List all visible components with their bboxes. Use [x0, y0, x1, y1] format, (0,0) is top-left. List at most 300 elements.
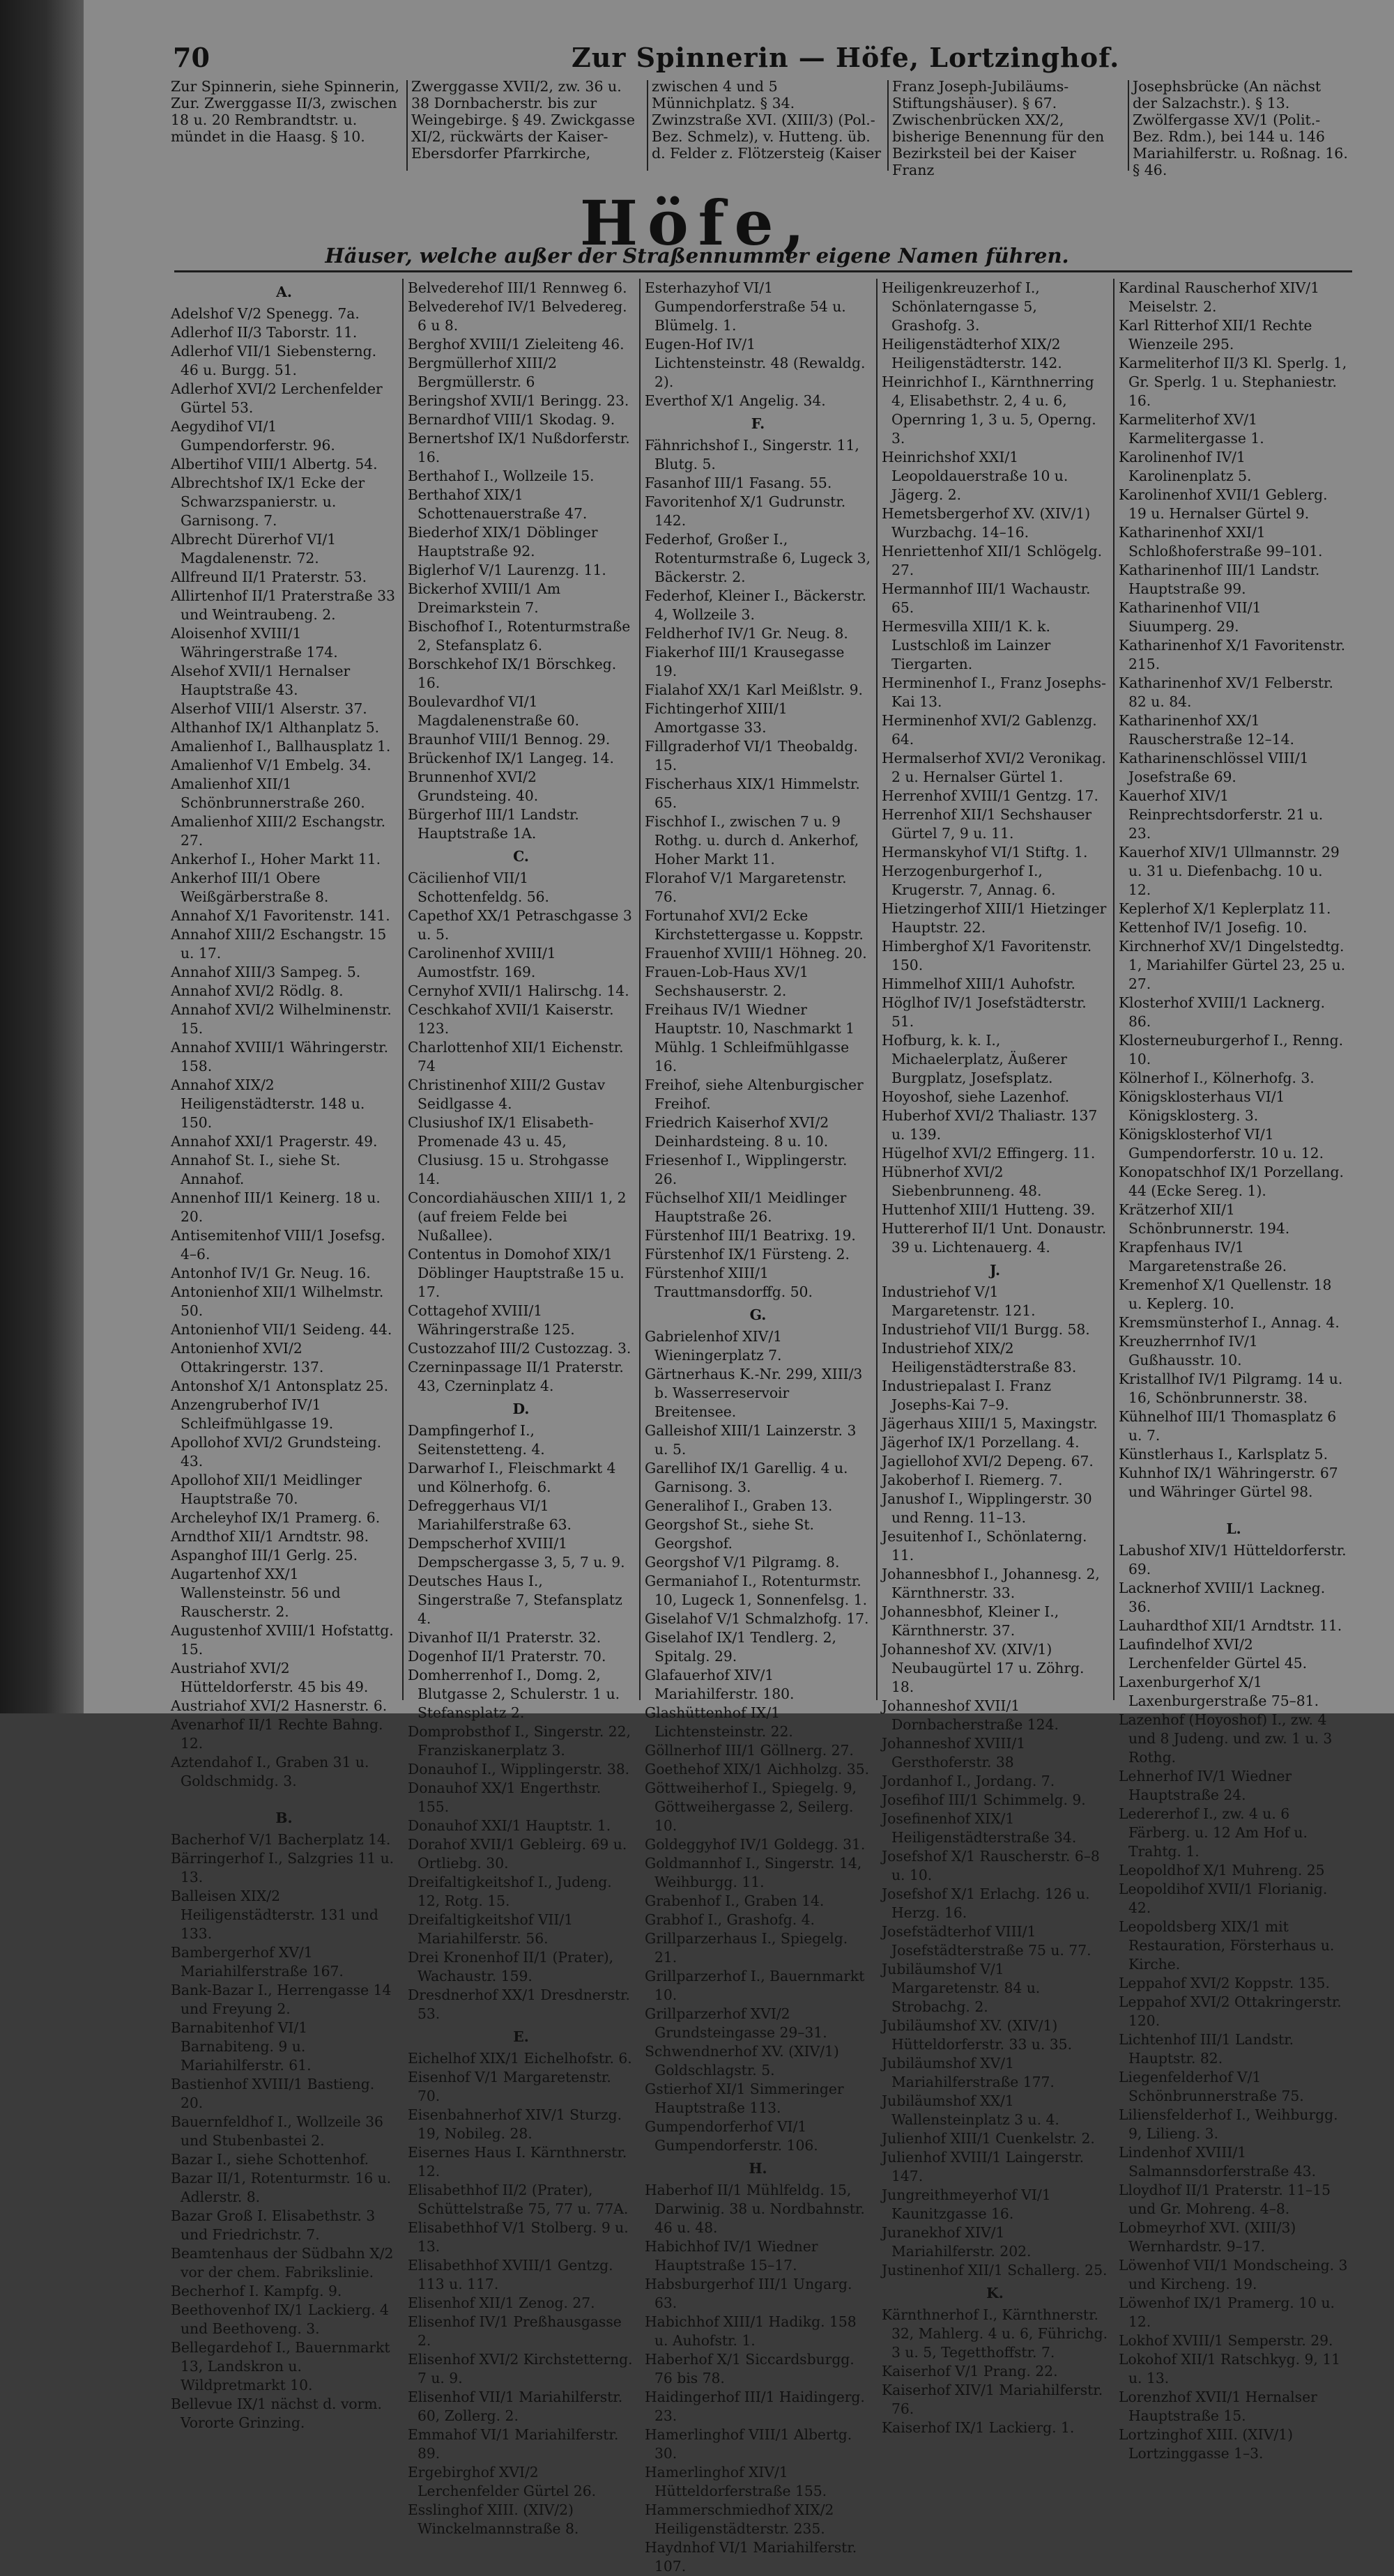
directory-entry: Frauenhof XVIII/1 Höhneg. 20. [645, 945, 867, 962]
directory-entry: Eisernes Haus I. Kärnthnerstr. 12. [408, 2144, 627, 2180]
directory-entry: Elisabethhof XVIII/1 Gentzg. 113 u. 117. [408, 2257, 613, 2292]
directory-entry: Kreuzherrnhof IV/1 Gußhausstr. 10. [1119, 1333, 1258, 1368]
directory-entry: Lindenhof XVIII/1 Salmannsdorferstraße 43. [1119, 2144, 1317, 2180]
directory-entry: Amalienhof XII/1 Schönbrunnerstraße 260. [171, 776, 365, 811]
directory-entry: Galleishof XIII/1 Lainzerstr. 3 u. 5. [645, 1422, 857, 1458]
directory-entry: Adlerhof II/3 Taborstr. 11. [171, 324, 358, 341]
directory-entry: Cottagehof XVIII/1 Währingerstraße 125. [408, 1302, 575, 1338]
directory-entry: Eisenbahnerhof XIV/1 Sturzg. 19, Nobileg. 28. [408, 2106, 622, 2142]
directory-entry: Hemetsbergerhof XV. (XIV/1) Wurzbachg. 14–16. [882, 505, 1091, 541]
directory-entry: Dampfingerhof I., Seitenstetteng. 4. [408, 1422, 545, 1458]
directory-entry: Jordanhof I., Jordang. 7. [882, 1773, 1055, 1789]
directory-entry: Löwenhof VII/1 Mondscheing. 3 und Kircheng. 19. [1119, 2257, 1348, 2292]
directory-entry: Giselahof IX/1 Tendlerg. 2, Spitalg. 29. [645, 1629, 836, 1665]
directory-entry: Jägerhaus XIII/1 5, Maxingstr. [882, 1415, 1098, 1432]
directory-entry: Jungreithmeyerhof VI/1 Kaunitzgasse 16. [882, 2186, 1051, 2222]
directory-entry: Anzengruberhof IV/1 Schleifmühlgasse 19. [171, 1396, 334, 1432]
directory-entry: Glashüttenhof IX/1 Lichtensteinstr. 22. [645, 1704, 793, 1740]
directory-entry: Haberhof II/1 Mühlfeldg. 15, Darwinig. 38 u. Nordbahnstr. 46 u. 48. [645, 2182, 865, 2236]
directory-entry: Brückenhof IX/1 Langeg. 14. [408, 750, 614, 766]
directory-entry: Jubiläumshof XX/1 Wallensteinplatz 3 u. 4. [882, 2092, 1059, 2128]
directory-entry: Leppahof XVI/2 Ottakringerstr. 120. [1119, 1993, 1342, 2029]
directory-entry: Annenhof III/1 Keinerg. 18 u. 20. [171, 1189, 381, 1225]
directory-entry: Freihof, siehe Altenburgischer Freihof. [645, 1077, 864, 1112]
directory-entry: Klosterneuburgerhof I., Renng. 10. [1119, 1032, 1344, 1067]
top-strip-entries [171, 78, 1349, 178]
directory-entry: Göllnerhof III/1 Göllnerg. 27. [645, 1742, 854, 1759]
directory-entry: Füchselhof XII/1 Meidlinger Hauptstraße 26. [645, 1189, 847, 1225]
directory-entry: Dempscherhof XVIII/1 Dempschergasse 3, 5, 7 u. 9. [408, 1535, 625, 1571]
directory-entry: Austriahof XVI/2 Hasnerstr. 6. [171, 1697, 388, 1714]
directory-entry: Barnabitenhof VI/1 Barnabiteng. 9 u. Mariahilferstr. 61. [171, 2019, 312, 2074]
directory-entry: Albertihof VIII/1 Albertg. 54. [171, 456, 378, 472]
directory-entry: Königsklosterhaus VI/1 Königsklosterg. 3. [1119, 1088, 1285, 1124]
column-rule [647, 80, 648, 171]
letter-heading: G. [749, 1306, 767, 1323]
directory-entry: Bellevue IX/1 nächst d. vorm. Vororte Grinzing. [171, 2396, 382, 2431]
column-rule [639, 279, 641, 1700]
directory-entry: Karolinenhof XVII/1 Geblerg. 19 u. Hernalser Gürtel 9. [1119, 486, 1328, 522]
top-strip-column: Franz Joseph-Jubiläums-Stiftungshäuser). § 67. Zwischenbrücken XX/2, bisherige Benennung für den Bezirksteil bei der Kaiser Franz [892, 78, 1105, 178]
directory-entry: Josefihof III/1 Schimmelg. 9. [882, 1791, 1086, 1808]
section-subtitle: Häuser, welche außer der Straßennummer eigene Namen führen. [325, 244, 1069, 268]
directory-entry: Antonienhof VII/1 Seideng. 44. [171, 1321, 392, 1338]
directory-entry: Antonhof IV/1 Gr. Neug. 16. [171, 1265, 371, 1281]
directory-entry: Clusiushof IX/1 Elisabeth-Promenade 43 u. 45, Clusiusg. 15 u. Strohgasse 14. [408, 1114, 609, 1187]
directory-entry: Lichtenhof III/1 Landstr. Hauptstr. 82. [1119, 2031, 1294, 2067]
directory-entry: Kettenhof IV/1 Josefig. 10. [1119, 919, 1308, 936]
directory-entry: Everthof X/1 Angelig. 34. [645, 392, 826, 409]
directory-column [882, 279, 1108, 2436]
directory-entry: Feldherhof IV/1 Gr. Neug. 8. [645, 625, 848, 642]
directory-entry: Georgshof V/1 Pilgramg. 8. [645, 1554, 840, 1571]
directory-entry: Juranekhof XIV/1 Mariahilferstr. 202. [882, 2224, 1032, 2260]
section-gap [171, 1791, 397, 1805]
directory-entry: Adlerhof XVI/2 Lerchenfelder Gürtel 53. [171, 380, 383, 416]
directory-entry: Hügelhof XVI/2 Effingerg. 11. [882, 1145, 1096, 1162]
directory-entry: Friesenhof I., Wipplingerstr. 26. [645, 1152, 848, 1187]
directory-entry: Kremsmünsterhof I., Annag. 4. [1119, 1314, 1340, 1331]
directory-entry: Heinrichshof XXI/1 Leopoldauerstraße 10 u. Jägerg. 2. [882, 449, 1069, 503]
directory-entry: Frauen-Lob-Haus XV/1 Sechshauserstr. 2. [645, 964, 809, 999]
directory-entry: Dorahof XVII/1 Gebleirg. 69 u. Ortliebg. 30. [408, 1836, 627, 1872]
directory-entry: Fischerhaus XIX/1 Himmelstr. 65. [645, 776, 860, 811]
directory-entry: Kaiserhof IX/1 Lackierg. 1. [882, 2419, 1075, 2436]
directory-entry: Augustenhof XVIII/1 Hofstattg. 15. [171, 1622, 394, 1658]
directory-entry: Grillparzerhof I., Bauernmarkt 10. [645, 1968, 865, 2003]
directory-entry: Fähnrichshof I., Singerstr. 11, Blutg. 5. [645, 437, 859, 472]
directory-entry: Bank-Bazar I., Herrengasse 14 und Freyung 2. [171, 1982, 392, 2017]
directory-entry: Labushof XIV/1 Hütteldorferstr. 69. [1119, 1542, 1347, 1578]
directory-entry: Janushof I., Wipplingerstr. 30 und Renng. 11–13. [882, 1490, 1092, 1526]
directory-entry: Apollohof XII/1 Meidlinger Hauptstraße 70. [171, 1472, 362, 1507]
letter-heading: H. [749, 2160, 767, 2177]
directory-entry: Johanneshof XV. (XIV/1) Neubaugürtel 17 u. Zöhrg. 18. [882, 1641, 1085, 1695]
directory-entry: Habsburgerhof III/1 Ungarg. 63. [645, 2276, 852, 2311]
top-strip-column: zwischen 4 und 5 Münnichplatz. § 34. Zwinzstraße XVI. (XIII/3) (Pol.-Bez. Schmelz), v. Hutteng. üb. d. Felder z. Flötzersteig (Kaiser [652, 78, 882, 162]
directory-entry: Antisemitenhof VIII/1 Josefsg. 4–6. [171, 1227, 385, 1263]
directory-entry: Bastienhof XVIII/1 Bastieng. 20. [171, 2076, 375, 2111]
directory-entry: Favoritenhof X/1 Gudrunstr. 142. [645, 493, 846, 529]
directory-entry: Königsklosterhof VI/1 Gumpendorferstr. 10 u. 12. [1119, 1126, 1324, 1162]
directory-entry: Industriepalast I. Franz Josephs-Kai 7–9. [882, 1378, 1052, 1413]
directory-entry: Darwarhof I., Fleischmarkt 4 und Kölnerhofg. 6. [408, 1460, 616, 1495]
directory-entry: Christinenhof XIII/2 Gustav Seidlgasse 4. [408, 1077, 606, 1112]
directory-entry: Göttweiherhof I., Spiegelg. 9, Göttweihergasse 2, Seilerg. 10. [645, 1780, 857, 1834]
directory-entry: Grabhof I., Grashofg. 4. [645, 1911, 815, 1928]
directory-entry: Bergmüllerhof XIII/2 Bergmüllerstr. 6 [408, 355, 557, 390]
directory-entry: Domherrenhof I., Domg. 2, Blutgasse 2, Schulerstr. 1 u. Stefansplatz 2. [408, 1667, 620, 1721]
directory-entry: Friedrich Kaiserhof XVI/2 Deinhardsteing. 8 u. 10. [645, 1114, 829, 1150]
directory-entry: Giselahof V/1 Schmalzhofg. 17. [645, 1610, 869, 1627]
directory-entry: Bickerhof XVIII/1 Am Dreimarkstein 7. [408, 580, 561, 616]
directory-entry: Liliensfelderhof I., Weihburgg. 9, Lilieng. 3. [1119, 2106, 1338, 2142]
directory-entry: Herminenhof XVI/2 Gablenzg. 64. [882, 712, 1097, 748]
directory-entry: Georgshof St., siehe St. Georgshof. [645, 1516, 815, 1552]
directory-entry: Lazenhof (Hoyoshof) I., zw. 4 und 8 Judeng. und zw. 1 u. 3 Rothg. [1119, 1711, 1333, 1766]
directory-entry: Annahof XIX/2 Heiligenstädterstr. 148 u. 150. [171, 1077, 365, 1131]
directory-entry: Cernyhof XVII/1 Halirschg. 14. [408, 982, 629, 999]
directory-entry: Laxenburgerhof X/1 Laxenburgerstraße 75–81. [1119, 1674, 1319, 1709]
directory-entry: Elisenhof XII/1 Zenog. 27. [408, 2295, 595, 2311]
directory-entry: Austriahof XVI/2 Hütteldorferstr. 45 bis 49. [171, 1660, 369, 1695]
directory-entry: Annahof XVI/2 Wilhelminenstr. 15. [171, 1001, 392, 1037]
directory-entry: Beringshof XVII/1 Beringg. 23. [408, 392, 629, 409]
directory-entry: Ergebirghof XVI/2 Lerchenfelder Gürtel 26. [408, 2464, 597, 2499]
directory-entry: Johanneshof XVIII/1 Gersthoferstr. 38 [882, 1735, 1026, 1771]
directory-entry: Herrenhof XII/1 Sechshauser Gürtel 7, 9 u. 11. [882, 806, 1092, 842]
directory-entry: Lorenzhof XVII/1 Hernalser Hauptstraße 15. [1119, 2389, 1317, 2424]
column-rule [406, 80, 408, 171]
directory-entry: Kölnerhof I., Kölnerhofg. 3. [1119, 1070, 1315, 1086]
directory-entry: Annahof XVI/2 Rödlg. 8. [171, 982, 344, 999]
directory-entry: Boulevardhof VI/1 Magdalenenstraße 60. [408, 693, 580, 729]
directory-entry: Generalihof I., Graben 13. [645, 1497, 833, 1514]
directory-entry: Katharinenhof XXI/1 Schloßhoferstraße 99–101. [1119, 524, 1323, 560]
directory-entry: Leopoldsberg XIX/1 mit Restauration, Försterhaus u. Kirche. [1119, 1918, 1335, 1973]
running-head: Zur Spinnerin — Höfe, Lortzinghof. [572, 42, 1120, 73]
directory-column [1119, 279, 1349, 2462]
directory-entry: Kristallhof IV/1 Pilgramg. 14 u. 16, Schönbrunnerstr. 38. [1119, 1371, 1343, 1406]
letter-heading: E. [513, 2028, 529, 2045]
directory-entry: Czerninpassage II/1 Praterstr. 43, Czerninplatz 4. [408, 1359, 624, 1394]
directory-entry: Elisenhof XVI/2 Kirchstetterng. 7 u. 9. [408, 2351, 633, 2386]
directory-entry: Laufindelhof XVI/2 Lerchenfelder Gürtel 45. [1119, 1636, 1308, 1672]
directory-entry: Leopoldhof X/1 Muhreng. 25 [1119, 1862, 1325, 1879]
directory-entry: Eisenhof V/1 Margaretenstr. 70. [408, 2069, 611, 2104]
column-rule [1128, 80, 1129, 171]
directory-entry: Justinenhof XII/1 Schallerg. 25. [882, 2262, 1108, 2278]
directory-entry: Bazar II/1, Rotenturmstr. 16 u. Adlerstr. 8. [171, 2170, 392, 2205]
directory-entry: Custozzahof III/2 Custozzag. 3. [408, 1340, 631, 1357]
directory-entry: Emmahof VI/1 Mariahilferstr. 89. [408, 2426, 619, 2462]
directory-entry: Heinrichhof I., Kärnthnerring 4, Elisabethstr. 2, 4 u. 6, Opernring 1, 3 u. 5, Operng. 3. [882, 373, 1096, 447]
directory-entry: Josefinenhof XIX/1 Heiligenstädterstraße 34. [882, 1810, 1077, 1846]
directory-entry: Bärringerhof I., Salzgries 11 u. 13. [171, 1850, 395, 1885]
directory-entry: Allirtenhof II/1 Praterstraße 33 und Weintraubeng. 2. [171, 587, 395, 623]
directory-entry: Dreifaltigkeitshof VII/1 Mariahilferstr. 56. [408, 1911, 574, 1947]
directory-entry: Albrechtshof IX/1 Ecke der Schwarzspanierstr. u. Garnisong. 7. [171, 475, 365, 529]
directory-entry: Jägerhof IX/1 Porzellang. 4. [882, 1434, 1080, 1451]
directory-entry: Hamerlinghof VIII/1 Albertg. 30. [645, 2426, 852, 2462]
directory-entry: Hofburg, k. k. I., Michaelerplatz, Äußerer Burgplatz, Josefsplatz. [882, 1032, 1067, 1086]
directory-entry: Deutsches Haus I., Singerstraße 7, Stefansplatz 4. [408, 1573, 622, 1627]
directory-entry: Capethof XX/1 Petraschgasse 3 u. 5. [408, 907, 632, 943]
directory-entry: Avenarhof II/1 Rechte Bahng. 12. [171, 1716, 383, 1752]
directory-entry: Freihaus IV/1 Wiedner Hauptstr. 10, Naschmarkt 1 Mühlg. 1 Schleifmühlgasse 16. [645, 1001, 855, 1074]
directory-entry: Kauerhof XIV/1 Reinprechtsdorferstr. 21 u. 23. [1119, 787, 1324, 842]
directory-entry: Karmeliterhof II/3 Kl. Sperlg. 1, Gr. Sperlg. 1 u. Stephaniestr. 16. [1119, 355, 1347, 409]
directory-entry: Haidingerhof III/1 Haidingerg. 23. [645, 2389, 865, 2424]
directory-entry: Julienhof XIII/1 Cuenkelstr. 2. [882, 2130, 1095, 2147]
column-rule [876, 279, 878, 1700]
directory-entry: Albrecht Dürerhof VI/1 Magdalenenstr. 72. [171, 531, 337, 566]
directory-entry: Fialahof XX/1 Karl Meißlstr. 9. [645, 681, 863, 698]
directory-entry: Biglerhof V/1 Laurenzg. 11. [408, 562, 606, 578]
directory-entry: Federhof, Großer I., Rotenturmstraße 6, Lugeck 3, Bäckerstr. 2. [645, 531, 871, 585]
directory-entry: Fasanhof III/1 Fasang. 55. [645, 475, 832, 491]
directory-entry: Domprobsthof I., Singerstr. 22, Franziskanerplatz 3. [408, 1723, 631, 1759]
letter-heading: F. [751, 415, 765, 432]
directory-entry: Krätzerhof XII/1 Schönbrunnerstr. 194. [1119, 1201, 1290, 1237]
directory-entry: Amalienhof XIII/2 Eschangstr. 27. [171, 813, 386, 849]
directory-entry: Kärnthnerhof I., Kärnthnerstr. 32, Mahlerg. 4 u. 6, Führichg. 3 u. 5, Tegetthoffstr. 7. [882, 2306, 1108, 2361]
directory-entry: Leppahof XVI/2 Koppstr. 135. [1119, 1975, 1330, 1991]
directory-entry: Donauhof XXI/1 Hauptstr. 1. [408, 1817, 611, 1834]
directory-entry: Katharinenhof XV/1 Felberstr. 82 u. 84. [1119, 674, 1333, 710]
directory-entry: Josefstädterhof VIII/1 Josefstädterstraße 75 u. 77. [882, 1923, 1092, 1959]
directory-entry: Federhof, Kleiner I., Bäckerstr. 4, Wollzeile 3. [645, 587, 867, 623]
directory-entry: Ceschkahof XVII/1 Kaiserstr. 123. [408, 1001, 614, 1037]
directory-entry: Fürstenhof XIII/1 Trauttmansdorffg. 50. [645, 1265, 813, 1300]
directory-entry: Habichhof IV/1 Wiedner Hauptstraße 15–17. [645, 2238, 818, 2274]
directory-entry: Charlottenhof XII/1 Eichenstr. 74 [408, 1039, 624, 1074]
directory-entry: Hermesvilla XIII/1 K. k. Lustschloß im Lainzer Tiergarten. [882, 618, 1051, 672]
directory-entry: Klosterhof XVIII/1 Lacknerg. 86. [1119, 994, 1326, 1030]
directory-entry: Dogenhof II/1 Praterstr. 70. [408, 1648, 606, 1665]
directory-entry: Löwenhof IX/1 Pramerg. 10 u. 12. [1119, 2295, 1335, 2330]
directory-entry: Jubiläumshof XV. (XIV/1) Hütteldorferstr. 33 u. 35. [882, 2017, 1073, 2053]
directory-entry: Konopatschhof IX/1 Porzellang. 44 (Ecke Sereg. 1). [1119, 1164, 1344, 1199]
directory-entry: Antonienhof XVI/2 Ottakringerstr. 137. [171, 1340, 324, 1375]
directory-entry: Grillparzerhof XVI/2 Grundsteingasse 29–31. [645, 2005, 827, 2041]
directory-entry: Grabenhof I., Graben 14. [645, 1892, 825, 1909]
directory-entry: Annahof XVIII/1 Währingerstr. 158. [171, 1039, 389, 1074]
directory-entry: Ankerhof III/1 Obere Weißgärberstraße 8. [171, 870, 329, 905]
directory-entry: Divanhof II/1 Praterstr. 32. [408, 1629, 602, 1646]
directory-entry: Huttenhof XIII/1 Hutteng. 39. [882, 1201, 1096, 1218]
directory-entry: Defreggerhaus VI/1 Mariahilferstraße 63. [408, 1497, 572, 1533]
directory-entry: Lloydhof II/1 Praterstr. 11–15 und Gr. Mohreng. 4–8. [1119, 2182, 1331, 2217]
directory-entry: Eichelhof XIX/1 Eichelhofstr. 6. [408, 2050, 632, 2067]
directory-entry: Contentus in Domohof XIX/1 Döblinger Hauptstraße 15 u. 17. [408, 1246, 625, 1300]
top-strip-column: Josephsbrücke (An nächst der Salzachstr.). § 13. Zwölfergasse XV/1 (Polit.-Bez. Rdm.), bei 144 u. 146 Mariahilferstr. u. Roßnag. 16. § 46. [1133, 78, 1348, 178]
letter-heading: B. [275, 1810, 293, 1826]
directory-entry: Heiligenstädterhof XIX/2 Heiligenstädterstr. 142. [882, 336, 1062, 371]
directory-entry: Fürstenhof IX/1 Fürsteng. 2. [645, 1246, 850, 1263]
directory-entry: Industriehof XIX/2 Heiligenstädterstraße 83. [882, 1340, 1077, 1375]
directory-entry: Kaiserhof V/1 Prang. 22. [882, 2363, 1058, 2380]
directory-entry: Huttererhof II/1 Unt. Donaustr. 39 u. Lichtenauerg. 4. [882, 1220, 1107, 1256]
directory-entry: Dresdnerhof XX/1 Dresdnerstr. 53. [408, 1987, 630, 2022]
directory-entry: Lobmeyrhof XVI. (XIII/3) Wernhardstr. 9–17. [1119, 2219, 1296, 2255]
directory-entry: Künstlerhaus I., Karlsplatz 5. [1119, 1446, 1328, 1463]
directory-entry: Huberhof XVI/2 Thaliastr. 137 u. 139. [882, 1107, 1098, 1143]
directory-entry: Jubiläumshof XV/1 Mariahilferstraße 177. [882, 2055, 1055, 2090]
directory-entry: Grillparzerhaus I., Spiegelg. 21. [645, 1930, 848, 1966]
column-rule [887, 80, 889, 171]
directory-entry: Annahof X/1 Favoritenstr. 141. [171, 907, 390, 924]
directory-entry: Elisenhof VII/1 Mariahilferstr. 60, Zollerg. 2. [408, 2389, 623, 2424]
directory-entry: Bernertshof IX/1 Nußdorferstr. 16. [408, 430, 630, 465]
directory-entry: Antonienhof XII/1 Wilhelmstr. 50. [171, 1283, 384, 1319]
directory-entry: Bischofhof I., Rotenturmstraße 2, Stefansplatz 6. [408, 618, 631, 654]
directory-entry: Kardinal Rauscherhof XIV/1 Meiselstr. 2. [1119, 279, 1319, 315]
letter-heading: K. [986, 2285, 1004, 2301]
directory-entry: Herminenhof I., Franz Josephs-Kai 13. [882, 674, 1106, 710]
directory-entry: Esterhazyhof VI/1 Gumpendorferstraße 54 u. Blümelg. 1. [645, 279, 846, 334]
directory-entry: Katharinenhof XX/1 Rauscherstraße 12–14. [1119, 712, 1294, 748]
directory-entry: Lokohof XII/1 Ratschkyg. 9, 11 u. 13. [1119, 2351, 1341, 2386]
directory-entry: Goethehof XIX/1 Aichholzg. 35. [645, 1761, 870, 1777]
directory-entry: Elisabethhof II/2 (Prater), Schüttelstraße 75, 77 u. 77A. [408, 2182, 629, 2217]
directory-entry: Herrenhof XVIII/1 Gentzg. 17. [882, 787, 1098, 804]
directory-entry: Hoyoshof, siehe Lazenhof. [882, 1088, 1070, 1105]
directory-entry: Donauhof XX/1 Engerthstr. 155. [408, 1780, 602, 1815]
directory-entry: Jagiellohof XVI/2 Depeng. 67. [882, 1453, 1094, 1470]
directory-entry: Lortzinghof XIII. (XIV/1) Lortzinggasse 1–3. [1119, 2426, 1293, 2462]
directory-entry: Gabrielenhof XIV/1 Wieningerplatz 7. [645, 1328, 783, 1364]
directory-entry: Jubiläumshof V/1 Margaretenstr. 84 u. Strobachg. 2. [882, 1961, 1041, 2015]
directory-entry: Braunhof VIII/1 Bennog. 29. [408, 731, 611, 748]
directory-entry: Allfreund II/1 Praterstr. 53. [171, 569, 367, 585]
directory-entry: Berghof XVIII/1 Zieleiteng 46. [408, 336, 625, 353]
directory-entry: Josefshof X/1 Rauscherstr. 6–8 u. 10. [882, 1848, 1100, 1883]
directory-entry: Borschkehof IX/1 Börschkeg. 16. [408, 656, 617, 691]
directory-entry: Aspanghof III/1 Gerlg. 25. [171, 1547, 358, 1564]
directory-entry: Ankerhof I., Hoher Markt 11. [171, 851, 381, 867]
directory-column [408, 279, 634, 2537]
directory-entry: Lauhardthof XII/1 Arndtstr. 11. [1119, 1617, 1342, 1634]
directory-entry: Berthahof XIX/1 Schottenauerstraße 47. [408, 486, 588, 522]
directory-entry: Eugen-Hof IV/1 Lichtensteinstr. 48 (Rewaldg. 2). [645, 336, 866, 390]
directory-entry: Josefshof X/1 Erlachg. 126 u. Herzg. 16. [882, 1885, 1090, 1921]
directory-entry: Ledererhof I., zw. 4 u. 6 Färberg. u. 12 Am Hof u. Trahtg. 1. [1119, 1805, 1308, 1860]
directory-entry: Bellegardehof I., Bauernmarkt 13, Landskron u. Wildpretmarkt 10. [171, 2339, 390, 2393]
directory-entry: Alsehof XVII/1 Hernalser Hauptstraße 43. [171, 663, 351, 698]
directory-entry: Amalienhof V/1 Embelg. 34. [171, 757, 372, 773]
directory-entry: Elisabethhof V/1 Stolberg. 9 u. 13. [408, 2219, 629, 2255]
subtitle-rule [174, 270, 1352, 272]
directory-entry: Carolinenhof XVIII/1 Aumostfstr. 169. [408, 945, 556, 980]
directory-entry: Bernardhof VIII/1 Skodag. 9. [408, 411, 615, 428]
directory-entry: Bazar Groß I. Elisabethstr. 3 und Friedrichstr. 7. [171, 2207, 376, 2243]
directory-entry: Florahof V/1 Margaretenstr. 76. [645, 870, 847, 905]
directory-entry: Elisenhof IV/1 Preßhausgasse 2. [408, 2313, 622, 2349]
directory-entry: Garellihof IX/1 Garellig. 4 u. Garnisong. 3. [645, 1460, 848, 1495]
directory-entry: Karmeliterhof XV/1 Karmelitergasse 1. [1119, 411, 1264, 447]
directory-entry: Donauhof I., Wipplingerstr. 38. [408, 1761, 630, 1777]
directory-entry: Hermanskyhof VI/1 Stiftg. 1. [882, 844, 1088, 861]
directory-entry: Biederhof XIX/1 Döblinger Hauptstraße 92. [408, 524, 598, 560]
directory-entry: Henriettenhof XII/1 Schlögelg. 27. [882, 543, 1103, 578]
page-number: 70 [173, 42, 210, 73]
directory-entry: Cäcilienhof VII/1 Schottenfeldg. 56. [408, 870, 549, 905]
directory-entry: Hammerschmiedhof XIX/2 Heiligenstädterstr. 235. [645, 2501, 834, 2537]
directory-entry: Balleisen XIX/2 Heiligenstädterstr. 131 und 133. [171, 1888, 378, 1942]
directory-columns [171, 279, 1349, 2575]
directory-entry: Althanhof IX/1 Althanplatz 5. [171, 719, 380, 736]
directory-entry: Habichhof XIII/1 Hadikg. 158 u. Auhofstr. 1. [645, 2313, 857, 2349]
directory-entry: Annahof XXI/1 Pragerstr. 49. [171, 1133, 378, 1150]
directory-column [171, 279, 397, 2431]
directory-entry: Beethovenhof IX/1 Lackierg. 4 und Beethoveng. 3. [171, 2301, 389, 2337]
directory-entry: Schwendnerhof XV. (XIV/1) Goldschlagstr. 5. [645, 2043, 839, 2078]
directory-entry: Industriehof V/1 Margaretenstr. 121. [882, 1283, 1036, 1319]
directory-entry: Lacknerhof XVIII/1 Lackneg. 36. [1119, 1580, 1326, 1615]
directory-entry: Apollohof XVI/2 Grundsteing. 43. [171, 1434, 382, 1470]
directory-column [645, 279, 871, 2575]
letter-heading: A. [276, 284, 292, 300]
directory-entry: Alserhof VIII/1 Alserstr. 37. [171, 700, 367, 717]
directory-entry: Adlerhof VII/1 Siebensterng. 46 u. Burgg. 51. [171, 343, 377, 378]
directory-entry: Annahof St. I., siehe St. Annahof. [171, 1152, 341, 1187]
directory-entry: Brunnenhof XVI/2 Grundsteing. 40. [408, 769, 539, 804]
directory-entry: Hermalserhof XVI/2 Veronikag. 2 u. Hernalser Gürtel 1. [882, 750, 1106, 785]
directory-entry: Gstierhof XI/1 Simmeringer Hauptstraße 113. [645, 2081, 844, 2116]
directory-entry: Höglhof IV/1 Josefstädterstr. 51. [882, 994, 1087, 1030]
directory-entry: Aloisenhof XVIII/1 Währingerstraße 174. [171, 625, 338, 661]
directory-entry: Kremenhof X/1 Quellenstr. 18 u. Keplerg. 10. [1119, 1277, 1332, 1312]
directory-entry: Lehnerhof IV/1 Wiedner Hauptstraße 24. [1119, 1768, 1292, 1803]
directory-entry: Annahof XIII/2 Eschangstr. 15 u. 17. [171, 926, 387, 962]
directory-entry: Bürgerhof III/1 Landstr. Hauptstraße 1A. [408, 806, 579, 842]
directory-entry: Bambergerhof XV/1 Mariahilferstraße 167. [171, 1944, 344, 1980]
directory-entry: Germaniahof I., Rotenturmstr. 10, Lugeck 1, Sonnenfelsg. 1. [645, 1573, 868, 1608]
section-title: Höfe, [579, 187, 815, 259]
directory-entry: Hietzingerhof XIII/1 Hietzinger Hauptstr. 22. [882, 900, 1107, 936]
directory-entry: Fillgraderhof VI/1 Theobaldg. 15. [645, 738, 858, 773]
directory-entry: Gärtnerhaus K.-Nr. 299, XIII/3 b. Wasserreservoir Breitensee. [645, 1366, 863, 1420]
directory-entry: Aztendahof I., Graben 31 u. Goldschmidg. 3. [171, 1754, 369, 1789]
letter-heading: L. [1226, 1520, 1241, 1537]
directory-entry: Lokhof XVIII/1 Semperstr. 29. [1119, 2332, 1333, 2349]
directory-entry: Kirchnerhof XV/1 Dingelstedtg. 1, Mariahilfer Gürtel 23, 25 u. 27. [1119, 938, 1346, 992]
directory-entry: Drei Kronenhof II/1 (Prater), Wachaustr. 159. [408, 1949, 614, 1984]
directory-entry: Johanneshof XVII/1 Dornbacherstraße 124. [882, 1697, 1059, 1733]
directory-entry: Belvederehof IV/1 Belvedereg. 6 u 8. [408, 298, 627, 334]
directory-entry: Fischhof I., zwischen 7 u. 9 Rothg. u. durch d. Ankerhof, Hoher Markt 11. [645, 813, 859, 867]
letter-heading: J. [989, 1262, 1001, 1279]
directory-entry: Hübnerhof XVI/2 Siebenbrunneng. 48. [882, 1164, 1042, 1199]
directory-entry: Fiakerhof III/1 Krausegasse 19. [645, 644, 845, 679]
directory-entry: Karl Ritterhof XII/1 Rechte Wienzeile 295. [1119, 317, 1312, 353]
directory-entry: Bacherhof V/1 Bacherplatz 14. [171, 1831, 391, 1848]
directory-entry: Aegydihof VI/1 Gumpendorferstr. 96. [171, 418, 335, 454]
directory-entry: Dreifaltigkeitshof I., Judeng. 12, Rotg. 15. [408, 1874, 612, 1909]
directory-entry: Belvederehof III/1 Rennweg 6. [408, 279, 627, 296]
directory-entry: Krapfenhaus IV/1 Margaretenstraße 26. [1119, 1239, 1287, 1274]
directory-entry: Jakoberhof I. Riemerg. 7. [882, 1472, 1063, 1488]
directory-entry: Goldmannhof I., Singerstr. 14, Weihburgg. 11. [645, 1855, 862, 1890]
top-strip-column: Zwerggasse XVII/2, zw. 36 u. 38 Dornbacherstr. bis zur Weingebirge. § 49. Zwickgasse XI/2, rückwärts der Kaiser-Ebersdorfer Pfarrkirche, [411, 78, 635, 162]
directory-entry: Industriehof VII/1 Burgg. 58. [882, 1321, 1090, 1338]
directory-entry: Karolinenhof IV/1 Karolinenplatz 5. [1119, 449, 1252, 484]
directory-entry: Glafauerhof XIV/1 Mariahilferstr. 180. [645, 1667, 795, 1702]
directory-entry: Hermannhof III/1 Wachaustr. 65. [882, 580, 1091, 616]
directory-entry: Hamerlinghof XIV/1 Hütteldorferstraße 155. [645, 2464, 827, 2499]
directory-entry: Goldeggyhof IV/1 Goldegg. 31. [645, 1836, 866, 1853]
